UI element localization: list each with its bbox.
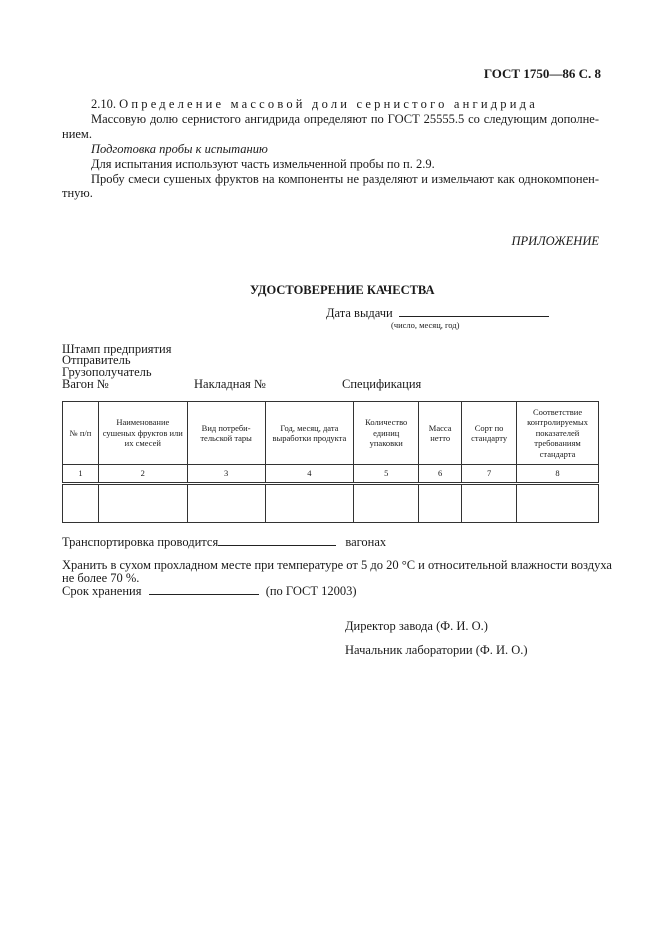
- certificate-title: УДОСТОВЕРЕНИЕ КАЧЕСТВА: [250, 283, 435, 297]
- table-header-cell: Масса нетто: [419, 402, 462, 465]
- consignee-label: Грузополучатель: [62, 365, 152, 379]
- issue-date-label: Дата выдачи: [326, 306, 393, 320]
- appendix-label: ПРИЛОЖЕНИЕ: [511, 234, 599, 248]
- director-signature: Директор завода (Ф. И. О.): [345, 619, 488, 633]
- table-empty-row: [63, 484, 599, 523]
- storage-line-2: не более 70 %.: [62, 571, 140, 585]
- table-header-cell: Количество единиц упаковки: [354, 402, 419, 465]
- table-cell: [265, 484, 354, 523]
- table-cell: [517, 484, 599, 523]
- shelf-life-ref: (по ГОСТ 12003): [265, 584, 357, 598]
- paragraph-1-line-1: Массовую долю сернистого ангидрида определяют по ГОСТ 25555.5 со следующим дополне-: [91, 112, 599, 126]
- column-number: 4: [265, 465, 354, 484]
- paragraph-1-line-2: нием.: [62, 127, 92, 141]
- table-cell: [98, 484, 187, 523]
- table-number-row: [63, 465, 599, 484]
- shelf-life-blank: [149, 594, 259, 595]
- issue-date-blank: [399, 316, 549, 317]
- table-header-cell: Наименование сушеных фруктов или их смесей: [98, 402, 187, 465]
- paragraph-3-line-1: Пробу смеси сушеных фруктов на компоненты не разделяют и измельчают как однокомпонен-: [91, 172, 599, 186]
- transport-blank: [218, 545, 336, 546]
- section-heading: Определение массовой доли сернистого ангидрида: [119, 97, 538, 111]
- column-number: 1: [63, 465, 99, 484]
- subheading: Подготовка пробы к испытанию: [91, 142, 268, 156]
- stamp-label: Штамп предприятия: [62, 342, 172, 356]
- issue-date-row: [326, 306, 549, 321]
- table-cell: [187, 484, 265, 523]
- column-number: 8: [517, 465, 599, 484]
- table-cell: [419, 484, 462, 523]
- lab-head-signature: Начальник лаборатории (Ф. И. О.): [345, 643, 528, 657]
- storage-line-1: Хранить в сухом прохладном месте при температуре от 5 до 20 °С и относительной влажности воздуха: [62, 558, 612, 572]
- waybill-label: Накладная №: [194, 377, 266, 391]
- transport-row: [62, 535, 386, 550]
- table-header-cell: № п/п: [63, 402, 99, 465]
- issue-date-hint: (число, месяц, год): [391, 320, 460, 330]
- paragraph-2: Для испытания используют часть измельченной пробы по п. 2.9.: [91, 157, 435, 171]
- column-number: 6: [419, 465, 462, 484]
- column-number: 2: [98, 465, 187, 484]
- shelf-life-row: [62, 584, 357, 599]
- quality-table: [62, 401, 599, 523]
- table-cell: [354, 484, 419, 523]
- section-heading-line: [91, 97, 538, 112]
- table-header-cell: Соответствие контролируемых показателей требованиям стандарта: [517, 402, 599, 465]
- page-header-ref: ГОСТ 1750—86 С. 8: [483, 66, 601, 81]
- specification-label: Спецификация: [342, 377, 422, 391]
- section-number: 2.10.: [91, 97, 116, 111]
- table-header-cell: Год, месяц, дата выработки продукта: [265, 402, 354, 465]
- column-number: 5: [354, 465, 419, 484]
- column-number: 7: [462, 465, 517, 484]
- table-cell: [63, 484, 99, 523]
- column-number: 3: [187, 465, 265, 484]
- table-header-cell: Вид потреби-тельской тары: [187, 402, 265, 465]
- sender-label: Отправитель: [62, 353, 131, 367]
- transport-suffix: вагонах: [345, 535, 387, 549]
- table-cell: [462, 484, 517, 523]
- table-header-row: [63, 402, 599, 465]
- wagon-label: Вагон №: [62, 377, 109, 391]
- table-header-cell: Сорт по стандарту: [462, 402, 517, 465]
- shelf-life-label: Срок хранения: [62, 584, 142, 598]
- transport-label: Транспортировка проводится: [62, 535, 219, 549]
- paragraph-3-line-2: тную.: [62, 186, 93, 200]
